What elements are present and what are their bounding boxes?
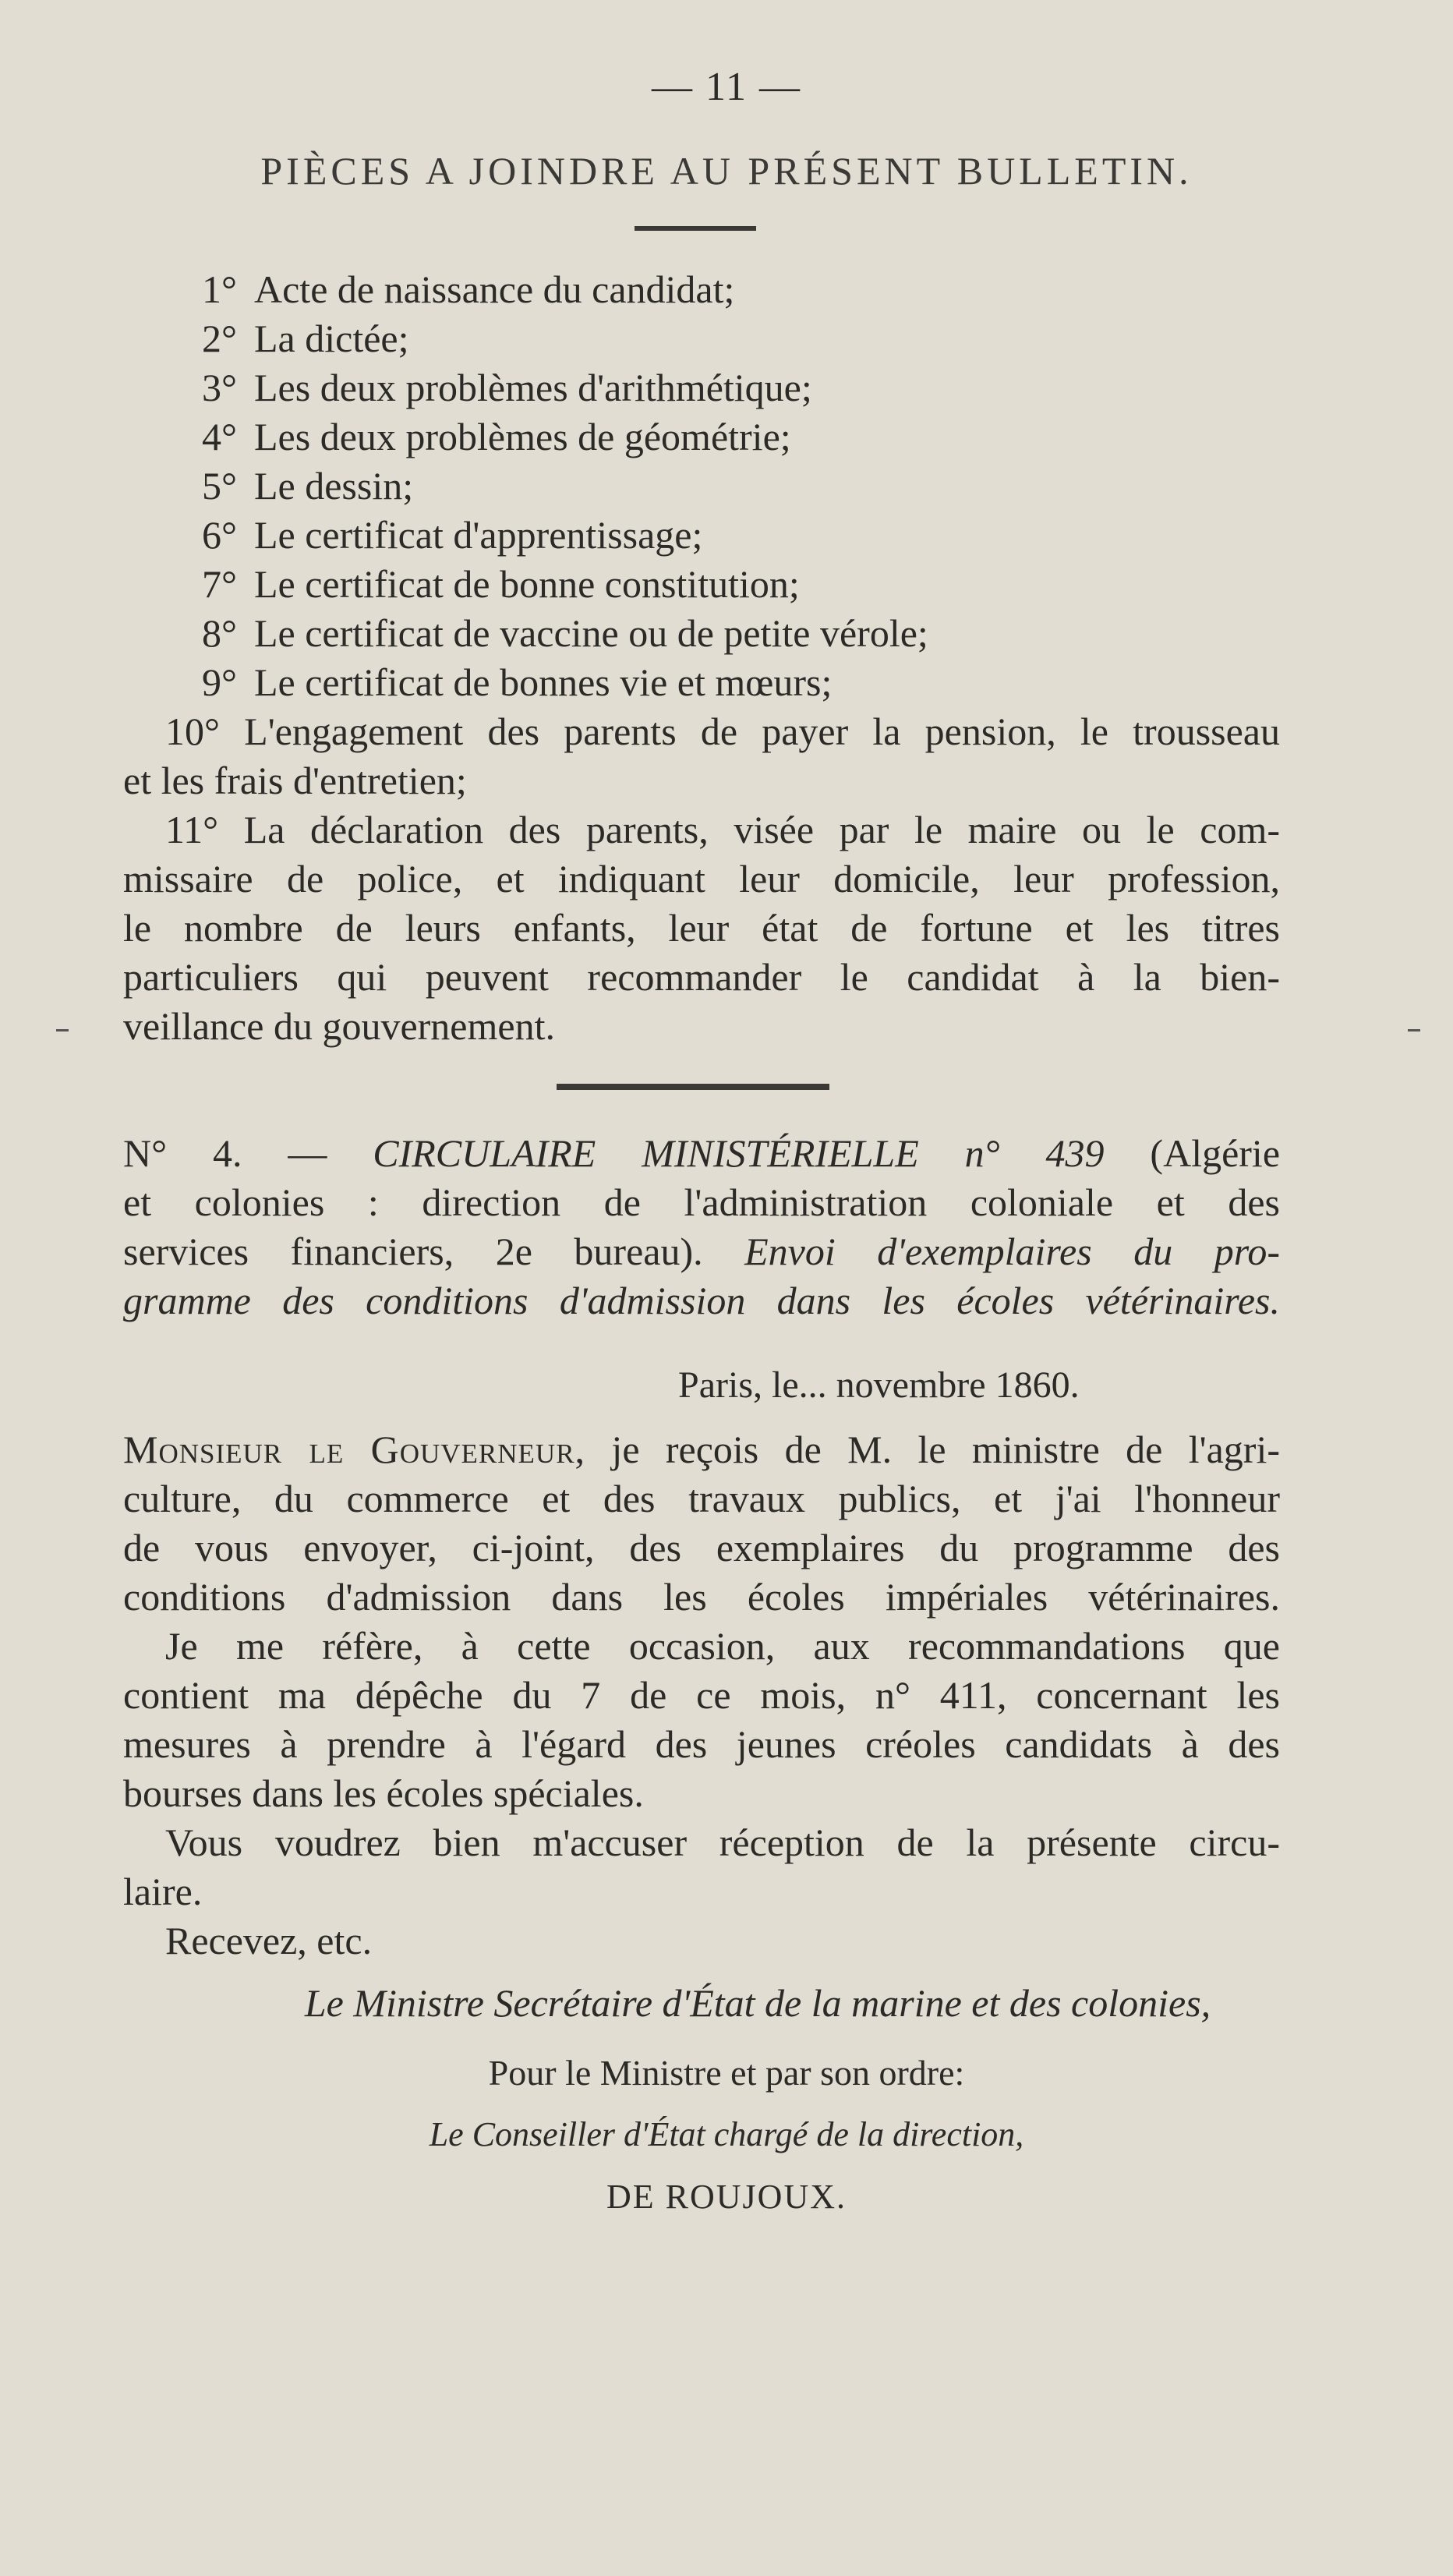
- circular-subject: Envoi d'exemplaires du pro-: [744, 1230, 1280, 1273]
- salutation: Monsieur le Gouverneur,: [123, 1428, 586, 1471]
- section-heading: PIÈCES A JOINDRE AU PRÉSENT BULLETIN.: [260, 149, 1193, 193]
- text-line: le nombre de leurs enfants, leur état de fortune et les titres: [123, 906, 1280, 950]
- text-segment: je reçois de M. le ministre de l'agri-: [585, 1428, 1280, 1471]
- signature-order: Pour le Ministre et par son ordre:: [488, 2053, 965, 2093]
- text-line: laire.: [123, 1870, 203, 1913]
- page-number: — 11 —: [651, 65, 802, 109]
- list-item-number: 8°: [202, 611, 237, 655]
- list-item-number: 1°: [202, 267, 237, 311]
- circular-heading: [123, 1129, 1280, 1325]
- text-line: culture, du commerce et des travaux publics, et j'ai l'honneur: [123, 1477, 1280, 1520]
- signature-role: Le Conseiller d'État chargé de la direction,: [429, 2115, 1024, 2153]
- text-line: de vous envoyer, ci-joint, des exemplaires du programme des: [123, 1526, 1280, 1569]
- text-line: [123, 1129, 1280, 1178]
- list-item-text: Les deux problèmes de géométrie;: [254, 415, 791, 458]
- list-item-number: 9°: [202, 660, 237, 704]
- text-line: conditions d'admission dans les écoles impériales vétérinaires.: [123, 1575, 1280, 1619]
- text-line: [123, 1227, 1280, 1276]
- text-line: missaire de police, et indiquant leur domicile, leur profession,: [123, 857, 1280, 901]
- margin-mark: [1408, 1029, 1420, 1031]
- list-item-text: Le certificat de vaccine ou de petite vérole;: [254, 611, 928, 655]
- text-line: contient ma dépêche du 7 de ce mois, n° 411, concernant les: [123, 1673, 1280, 1717]
- text-line: 11° La déclaration des parents, visée par le maire ou le com-: [165, 808, 1280, 851]
- text-line: et colonies : direction de l'administration coloniale et des: [123, 1180, 1280, 1224]
- text-line: gramme des conditions d'admission dans les écoles vétérinaires.: [123, 1279, 1280, 1322]
- circular-title: CIRCULAIRE MINISTÉRIELLE n° 439: [373, 1131, 1105, 1175]
- list-item-number: 5°: [202, 464, 237, 508]
- heading-rule: [635, 226, 756, 231]
- signature-title: Le Ministre Secrétaire d'État de la marine et des colonies,: [304, 1981, 1211, 2025]
- text-line: Recevez, etc.: [165, 1919, 373, 1962]
- text-line: Je me réfère, à cette occasion, aux recommandations que: [165, 1624, 1280, 1668]
- list-item-number: 7°: [202, 562, 237, 606]
- date-line: Paris, le... novembre 1860.: [678, 1364, 1080, 1406]
- list-item-text: Le certificat de bonnes vie et mœurs;: [254, 660, 833, 704]
- text-line: [123, 1425, 1280, 1474]
- signature-name: DE ROUJOUX.: [606, 2178, 847, 2216]
- text-line: bourses dans les écoles spéciales.: [123, 1771, 644, 1815]
- list-item-number: 3°: [202, 366, 237, 409]
- list-item-11: [123, 805, 1280, 1051]
- list-item-text: Acte de naissance du candidat;: [254, 267, 735, 311]
- list-item-number: 4°: [202, 415, 237, 458]
- circular-number: N° 4. —: [123, 1131, 373, 1175]
- circular-office: services financiers, 2e bureau).: [123, 1230, 745, 1273]
- list-item-text: Le certificat de bonne constitution;: [254, 562, 800, 606]
- list-item-text: Le certificat d'apprentissage;: [254, 513, 703, 557]
- text-line: et les frais d'entretien;: [123, 759, 467, 802]
- list-item-number: 6°: [202, 513, 237, 557]
- section-divider: [557, 1084, 829, 1090]
- text-line: mesures à prendre à l'égard des jeunes créoles candidats à des: [123, 1722, 1280, 1766]
- list-item-text: Le dessin;: [254, 464, 414, 508]
- text-line: particuliers qui peuvent recommander le candidat à la bien-: [123, 955, 1280, 999]
- text-line: 10° L'engagement des parents de payer la pension, le trousseau: [165, 709, 1280, 753]
- text-line: veillance du gouvernement.: [123, 1004, 555, 1048]
- margin-mark: [56, 1029, 69, 1031]
- list-item-number: 2°: [202, 317, 237, 360]
- list-item-text: La dictée;: [254, 317, 409, 360]
- list-item-10: [123, 707, 1280, 805]
- circular-source: (Algérie: [1104, 1131, 1281, 1175]
- text-line: Vous voudrez bien m'accuser réception de la présente circu-: [165, 1821, 1280, 1864]
- list-item-text: Les deux problèmes d'arithmétique;: [254, 366, 812, 409]
- letter-body: [123, 1425, 1280, 1966]
